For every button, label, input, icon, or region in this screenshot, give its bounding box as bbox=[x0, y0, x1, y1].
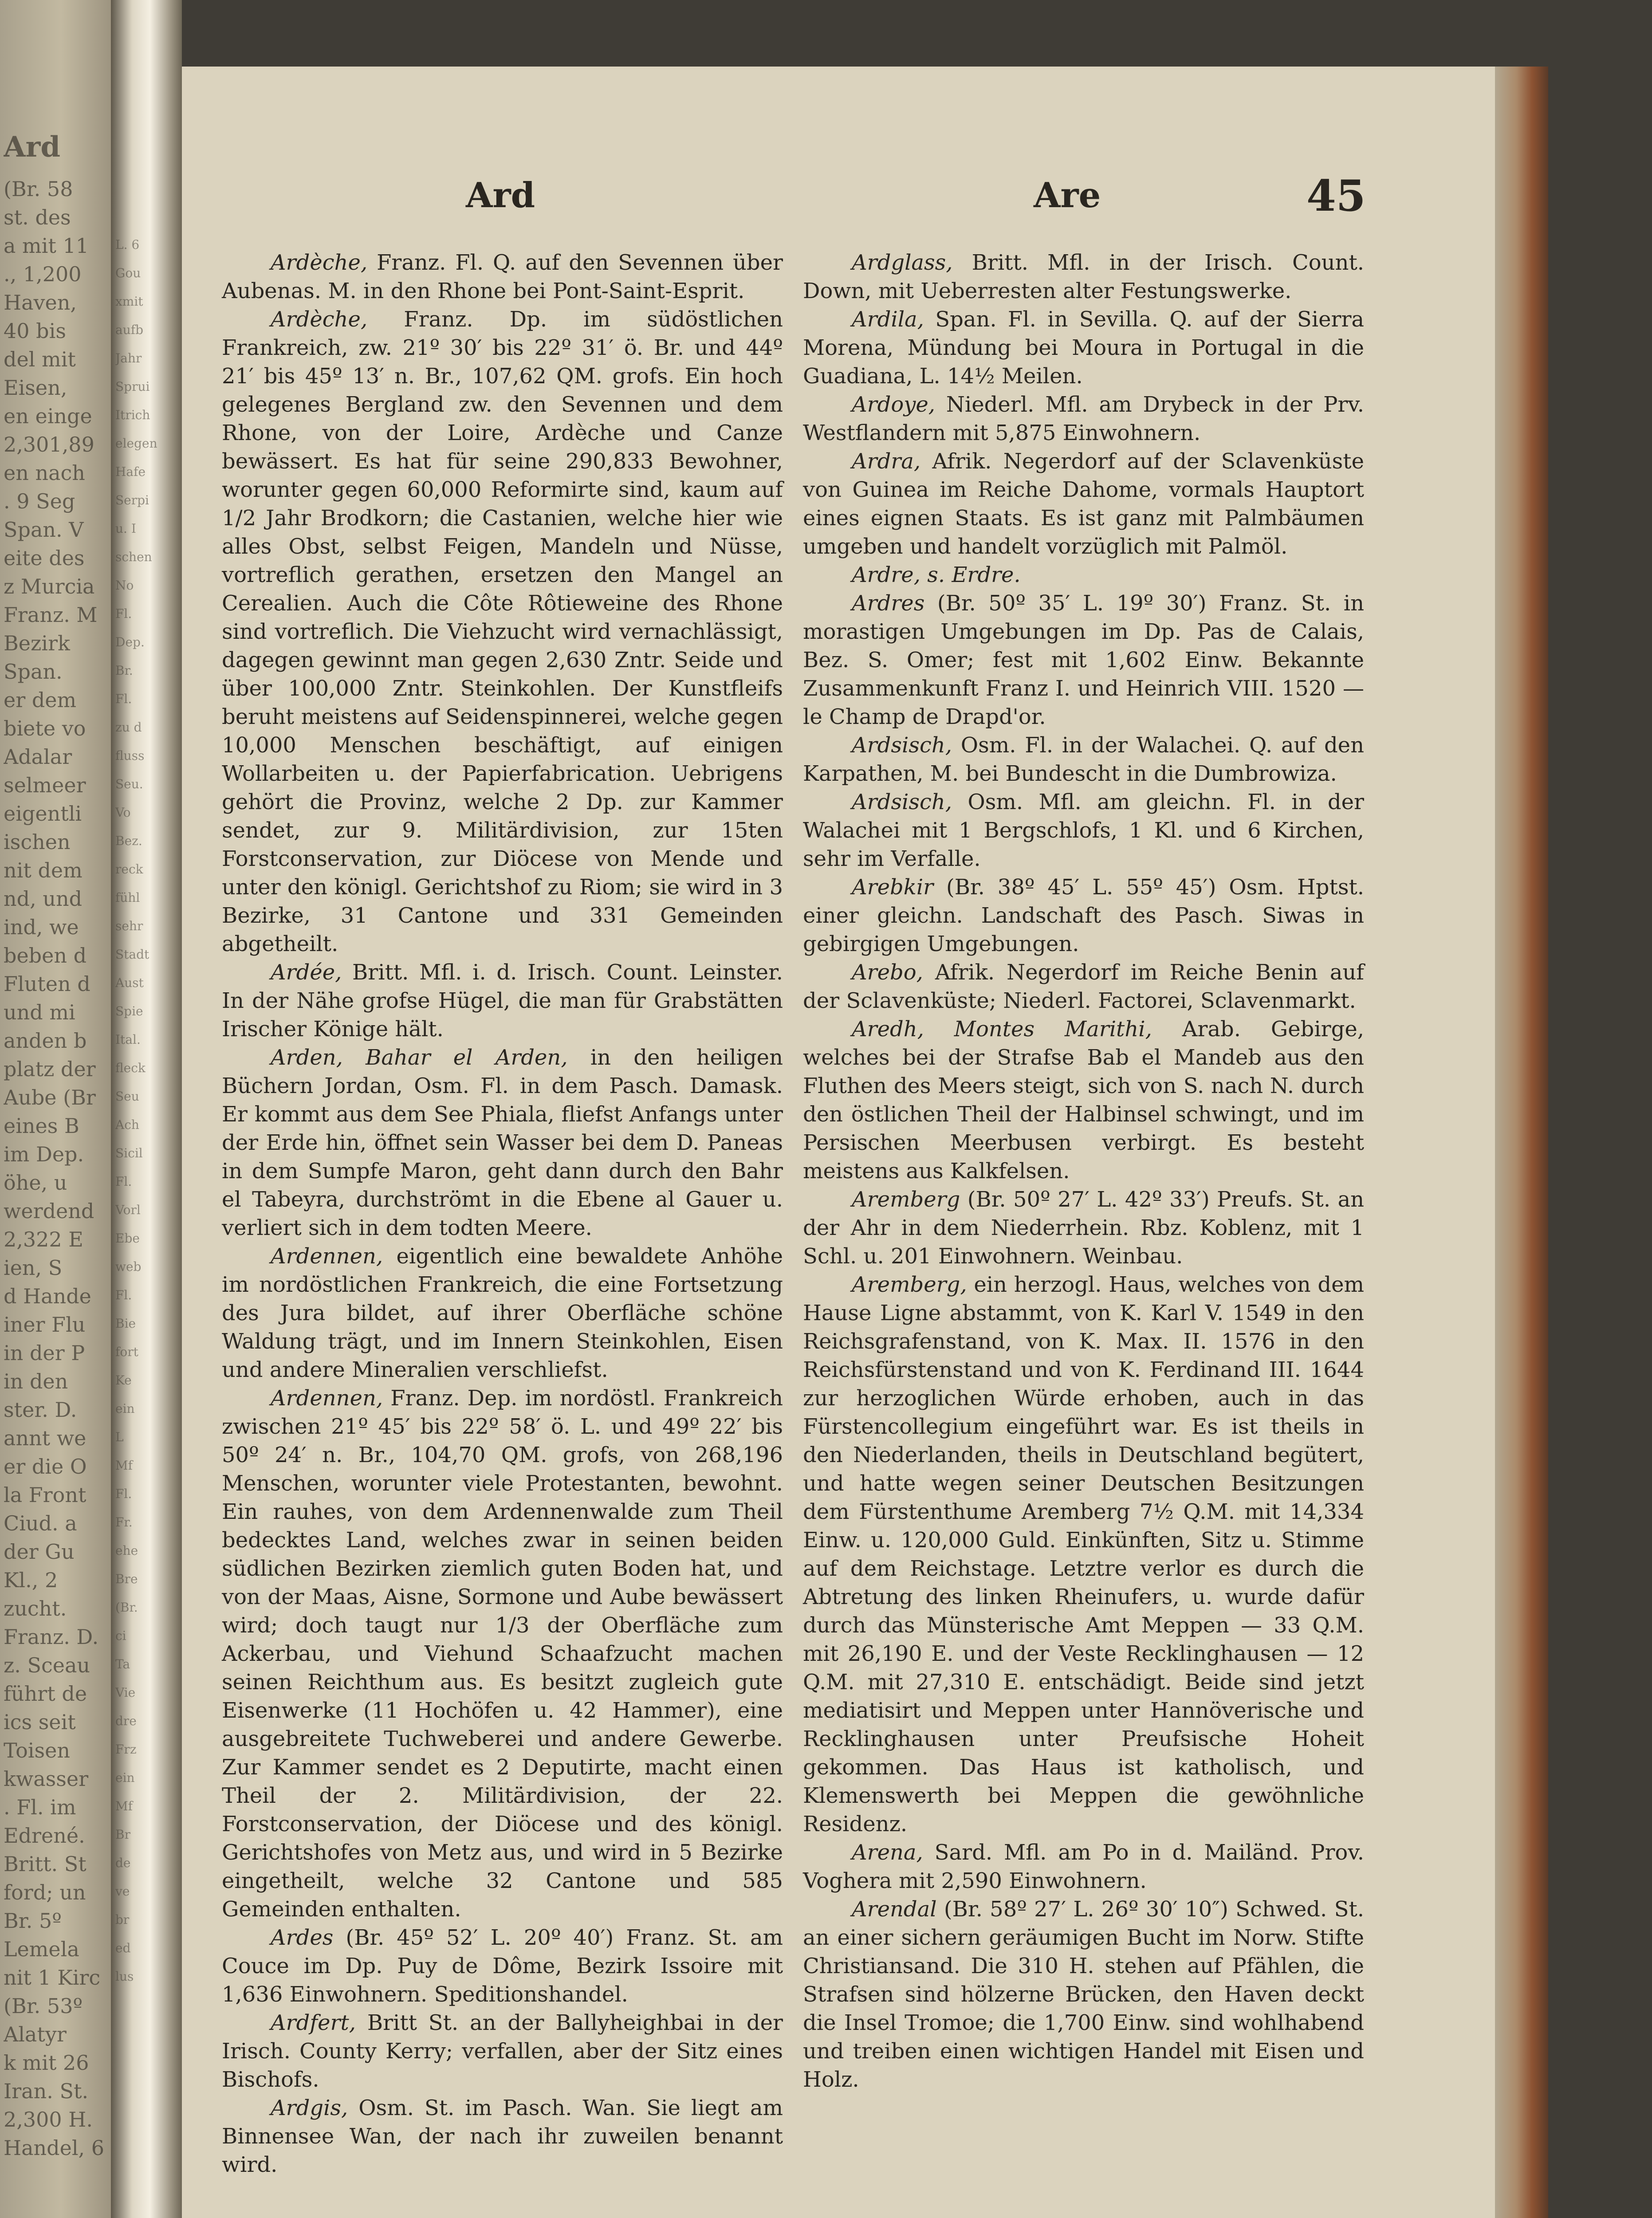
gutter-line: Bez. bbox=[115, 834, 142, 848]
left-page-line: führt de bbox=[4, 1682, 87, 1706]
left-page-line: Haven, bbox=[4, 291, 77, 315]
gutter-line: Fr. bbox=[115, 1515, 133, 1530]
entry-headword: Aremberg bbox=[852, 1187, 960, 1212]
entry-headword: Arebkir bbox=[852, 875, 934, 900]
gutter-line: ehe bbox=[115, 1543, 138, 1558]
dictionary-entry bbox=[222, 1043, 783, 1242]
dictionary-entry bbox=[222, 1923, 783, 2009]
left-page-line: Span. V bbox=[4, 518, 84, 542]
left-page-line: d Hande bbox=[4, 1284, 91, 1308]
text-column-left bbox=[222, 248, 783, 2179]
left-page-line: st. des bbox=[4, 205, 71, 229]
left-page-line: z Murcia bbox=[4, 574, 95, 598]
dictionary-entry bbox=[803, 305, 1364, 390]
entry-text: Osm. Mfl. am gleichn. Fl. in der Walachei mit 1 Bergschlofs, 1 Kl. und 6 Kirchen, sehr im Verfalle. bbox=[803, 790, 1364, 871]
left-page-line: in der P bbox=[4, 1341, 85, 1365]
entry-headword: Ardsisch, bbox=[852, 790, 952, 814]
gutter-line: fühl bbox=[115, 890, 140, 905]
gutter-line: Br bbox=[115, 1827, 130, 1842]
entry-headword: Ardsisch, bbox=[852, 733, 952, 758]
left-page-line: öhe, u bbox=[4, 1171, 67, 1195]
dictionary-entry bbox=[222, 1242, 783, 1384]
left-page-line: er die O bbox=[4, 1455, 87, 1479]
left-page-line: Fluten d bbox=[4, 972, 90, 996]
gutter-line: Spie bbox=[115, 1004, 143, 1019]
entry-headword: Ardres bbox=[852, 591, 925, 616]
dictionary-entry bbox=[222, 305, 783, 958]
left-page-line: Aube (Br bbox=[4, 1085, 96, 1109]
dictionary-entry bbox=[803, 1270, 1364, 1838]
gutter-line: Vorl bbox=[115, 1203, 141, 1217]
gutter-line: Ach bbox=[115, 1117, 139, 1132]
right-running-head: Are bbox=[1034, 175, 1101, 216]
left-page-line: Franz. M bbox=[4, 603, 98, 627]
entry-text: Afrik. Negerdorf im Reiche Benin auf der Sclavenküste; Niederl. Factorei, Sclavenmarkt. bbox=[803, 960, 1364, 1013]
gutter-line: Fl. bbox=[115, 1288, 132, 1302]
left-page-line: en nach bbox=[4, 461, 85, 485]
gutter-line: web bbox=[115, 1259, 142, 1274]
left-page-line: 2,322 E bbox=[4, 1227, 83, 1251]
left-page-line: Lemela bbox=[4, 1937, 79, 1961]
left-page-line: eigentli bbox=[4, 802, 82, 826]
entry-headword: Arden, Bahar el Arden, bbox=[271, 1045, 568, 1070]
entry-text: in den heiligen Büchern Jordan, Osm. Fl. in dem Pasch. Damask. Er kommt aus dem See Phiala, fliefst Anfangs unter der Erde hin, öffnet sein Wasser bei dem D. Paneas in dem Sumpfe Maron, geht dann durch den Bahr el Tabeyra, durchströmt in die Ebene al Gauer u. verliert sich in dem todten Meere. bbox=[222, 1045, 783, 1240]
entry-text: Britt. Mfl. i. d. Irisch. Count. Leinster. In der Nähe grofse Hügel, die man für Grabstätten Irischer Könige hält. bbox=[222, 960, 783, 1042]
gutter-line: Ebe bbox=[115, 1231, 140, 1246]
gutter-line: Vie bbox=[115, 1685, 136, 1700]
left-page-line: 2,300 H. bbox=[4, 2108, 93, 2131]
left-page-line: Bezirk bbox=[4, 631, 70, 655]
gutter-line: Gou bbox=[115, 266, 141, 280]
entry-text: (Br. 50º 27′ L. 42º 33′) Preufs. St. an der Ahr in dem Niederrhein. Rbz. Koblenz, mit 1 Schl. u. 201 Einwohnern. Weinbau. bbox=[803, 1187, 1364, 1269]
dictionary-entry bbox=[803, 447, 1364, 561]
left-page-line: 40 bis bbox=[4, 319, 66, 343]
left-page-line: anden b bbox=[4, 1029, 87, 1053]
left-page-line: zucht. bbox=[4, 1597, 67, 1620]
gutter-line: Bre bbox=[115, 1572, 138, 1586]
entry-text: (Br. 50º 35′ L. 19º 30′) Franz. St. in morastigen Umgebungen im Dp. Pas de Calais, Bez. S. Omer; fest mit 1,602 Einw. Bekannte Zusammenkunft Franz I. und Heinrich VIII. 1520 — le Champ de Drapd'or. bbox=[803, 591, 1364, 729]
entry-headword: Ardila, bbox=[852, 307, 924, 332]
entry-text: Britt St. an der Ballyheighbai in der Irisch. County Kerry; verfallen, aber der Sitz eines Bischofs. bbox=[222, 2010, 783, 2092]
entry-text: Osm. Fl. in der Walachei. Q. auf den Karpathen, M. bei Bundescht in die Dumbrowiza. bbox=[803, 733, 1364, 786]
gutter-line: Mf bbox=[115, 1799, 133, 1813]
gutter-line: Frz bbox=[115, 1742, 137, 1757]
left-page-line: er dem bbox=[4, 688, 77, 712]
left-page-line: Handel, 6 bbox=[4, 2136, 105, 2160]
page-number: 45 bbox=[1306, 171, 1366, 221]
left-page-heading: Ard bbox=[4, 130, 61, 164]
dictionary-entry bbox=[803, 1895, 1364, 2094]
entry-text: (Br. 58º 27′ L. 26º 30′ 10″) Schwed. St. an einer sichern geräumigen Bucht im Norw. Stifte Christiansand. Die 310 H. stehen auf Pfählen, die Strafsen sind hölzerne Brücken, den Haven deckt die Insel Tromoe; die 1,700 Einw. sind wohlhabend und treiben einen wichtigen Handel mit Eisen und Holz. bbox=[803, 1897, 1364, 2092]
entry-text: eigentlich eine bewaldete Anhöhe im nordöstlichen Frankreich, die eine Fortsetzung des Jura bildet, auf ihrer Oberfläche schöne Waldung trägt, und im Innern Steinkohlen, Eisen und andere Mineralien verschliefst. bbox=[222, 1244, 783, 1382]
page-edge bbox=[1495, 67, 1548, 2218]
left-page-lines bbox=[4, 175, 106, 2162]
left-page-line: Kl., 2 bbox=[4, 1568, 58, 1592]
gutter-line: reck bbox=[115, 862, 143, 877]
left-page-line: 2,301,89 bbox=[4, 433, 94, 456]
left-page-line: a mit 11 bbox=[4, 234, 89, 258]
gutter-line: Aust bbox=[115, 975, 144, 990]
left-page-line: werdend bbox=[4, 1199, 94, 1223]
running-header bbox=[182, 171, 1495, 224]
left-page-line: Edrené. bbox=[4, 1824, 85, 1848]
left-page-line: ford; un bbox=[4, 1880, 86, 1904]
gutter-text bbox=[115, 231, 173, 2138]
dictionary-entry bbox=[803, 1185, 1364, 1270]
entry-headword: Ardèche, bbox=[271, 307, 368, 332]
gutter-line: Fl. bbox=[115, 692, 132, 706]
left-page-line: k mit 26 bbox=[4, 2051, 89, 2075]
left-page-line: en einge bbox=[4, 404, 92, 428]
left-page-line: Span. bbox=[4, 660, 63, 684]
gutter-line: Itrich bbox=[115, 408, 150, 422]
left-page-line: biete vo bbox=[4, 716, 86, 740]
left-page-line: Toisen bbox=[4, 1738, 70, 1762]
dictionary-entry bbox=[222, 2009, 783, 2094]
gutter-line: Fl. bbox=[115, 1487, 132, 1501]
left-page-line: la Front bbox=[4, 1483, 87, 1507]
dictionary-entry bbox=[803, 873, 1364, 958]
gutter-line: L. 6 bbox=[115, 237, 140, 252]
gutter-line: ci bbox=[115, 1628, 126, 1643]
gutter-line: Fl. bbox=[115, 606, 132, 621]
gutter-line: xmit bbox=[115, 294, 143, 309]
entry-headword: Ardennen, bbox=[271, 1244, 383, 1269]
gutter-line: Serpi bbox=[115, 493, 149, 507]
gutter-line: de bbox=[115, 1856, 131, 1870]
gutter-line: Sicil bbox=[115, 1146, 143, 1160]
gutter-line: schen bbox=[115, 550, 152, 564]
gutter-line: (Br. bbox=[115, 1600, 138, 1615]
text-column-right bbox=[803, 248, 1364, 2094]
dictionary-entry bbox=[222, 1384, 783, 1923]
entry-text: (Br. 38º 45′ L. 55º 45′) Osm. Hptst. einer gleichn. Landschaft des Pasch. Siwas in gebirgigen Umgebungen. bbox=[803, 875, 1364, 956]
entry-text: Britt. Mfl. in der Irisch. Count. Down, mit Ueberresten alter Festungswerke. bbox=[803, 250, 1364, 303]
left-running-head: Ard bbox=[466, 175, 535, 216]
gutter-line: ed bbox=[115, 1941, 131, 1955]
left-page-line: selmeer bbox=[4, 773, 86, 797]
left-page-line: ischen bbox=[4, 830, 71, 854]
dictionary-entry bbox=[222, 248, 783, 305]
left-page-line: Br. 5º bbox=[4, 1909, 62, 1933]
left-page-line: ., 1,200 bbox=[4, 262, 82, 286]
entry-headword: Ardée, bbox=[271, 960, 342, 985]
left-page-line: nd, und bbox=[4, 887, 83, 911]
entry-headword: Arebo, bbox=[852, 960, 923, 985]
dictionary-entry bbox=[222, 2094, 783, 2179]
gutter-line: fleck bbox=[115, 1061, 146, 1075]
left-page-line: Iran. St. bbox=[4, 2079, 89, 2103]
left-page-line: . Fl. im bbox=[4, 1795, 76, 1819]
left-page-line: Eisen, bbox=[4, 376, 67, 400]
dictionary-entry bbox=[803, 1838, 1364, 1895]
gutter-line: Fl. bbox=[115, 1174, 132, 1189]
entry-text: Span. Fl. in Sevilla. Q. auf der Sierra Morena, Mündung bei Moura in Portugal in die Guadiana, L. 14½ Meilen. bbox=[803, 307, 1364, 389]
entry-text: Sard. Mfl. am Po in d. Mailänd. Prov. Voghera mit 2,590 Einwohnern. bbox=[803, 1840, 1364, 1893]
gutter-line: No bbox=[115, 578, 134, 593]
entry-text: Franz. Dep. im nordöstl. Frankreich zwischen 21º 45′ bis 22º 58′ ö. L. und 49º 22′ bis 50º 24′ n. Br., 104,70 QM. grofs, von 268,196 Menschen, worunter viele Protestanten, bewohnt. Ein rauhes, von dem Ardennenwalde zum Theil bedecktes Land, welches zwar in seinen beiden südlichen Bezirken ziemlich guten Boden hat, und von der Maas, Aisne, Sormone und Aube bewässert wird; doch taugt nur 1/3 der Oberfläche zum Ackerbau, und Viehund Schaafzucht machen seinen Reichthum aus. Es besitzt zugleich gute Eisenwerke (11 Hochöfen u. 42 Hammer), eine ausgebreitete Tuchweberei und andere Gewerbe. Zur Kammer sendet es 2 Deputirte, macht einen Theil der 2. Militärdivision, der 22. Forstconservation, der Diöcese und des königl. Gerichtshofes von Metz aus, und wird in 5 Bezirke eingetheilt, welche 32 Cantone und 585 Gemeinden enthalten. bbox=[222, 1386, 783, 1922]
left-page-line: nit dem bbox=[4, 858, 83, 882]
gutter-line: Seu bbox=[115, 1089, 139, 1104]
entry-text: ein herzogl. Haus, welches von dem Hause Ligne abstammt, von K. Karl V. 1549 in den Reichsgrafenstand, von K. Max. II. 1576 in den Reichsfürstenstand und von K. Ferdinand III. 1644 zur herzoglichen Würde erhoben, auch in das Fürstencollegium eingeführt war. Es ist theils in den Niederlanden, theils in Deutschland begütert, und hatte wegen seiner Deutschen Besitzungen dem Fürstenthume Aremberg 7½ Q.M. mit 14,334 Einw. u. 120,000 Guld. Einkünften, Sitz u. Stimme auf dem Reichstage. Letztre verlor es durch die Abtretung des linken Rheinufers, u. wurde dafür durch das Münsterische Amt Meppen — 33 Q.M. mit 26,190 E. und der Veste Recklinghausen — 12 Q.M. mit 27,310 E. entschädigt. Beide sind jetzt mediatisirt und Meppen unter Hannöverische und Recklinghausen unter Preufsische Hoheit gekommen. Das Haus ist katholisch, und Klemenswerth bei Meppen die gewöhnliche Residenz. bbox=[803, 1272, 1364, 1837]
left-page-line: ien, S bbox=[4, 1256, 63, 1280]
entry-text: (Br. 45º 52′ L. 20º 40′) Franz. St. am Couce im Dp. Puy de Dôme, Bezirk Issoire mit 1,636 Einwohnern. Speditionshandel. bbox=[222, 1925, 783, 2007]
left-page-line: ics seit bbox=[4, 1710, 76, 1734]
left-page-line: Franz. D. bbox=[4, 1625, 99, 1649]
gutter-line: br bbox=[115, 1912, 130, 1927]
left-page-line: beben d bbox=[4, 944, 87, 967]
gutter-line: u. I bbox=[115, 521, 136, 536]
gutter-line: fluss bbox=[115, 748, 145, 763]
left-page-line: kwasser bbox=[4, 1767, 89, 1791]
gutter-line: elegen bbox=[115, 436, 157, 451]
left-page-text bbox=[4, 0, 106, 2162]
gutter-line: Ital. bbox=[115, 1032, 141, 1047]
gutter-line: Ta bbox=[115, 1657, 130, 1671]
gutter-line: Vo bbox=[115, 805, 131, 820]
left-page-line: ster. D. bbox=[4, 1398, 77, 1422]
dictionary-entry bbox=[803, 1015, 1364, 1185]
left-page-line: (Br. 53º bbox=[4, 1994, 83, 2018]
entry-headword: Arena, bbox=[852, 1840, 923, 1865]
entry-text: Niederl. Mfl. am Drybeck in der Prv. Westflandern mit 5,875 Einwohnern. bbox=[803, 392, 1364, 445]
entry-text: Arab. Gebirge, welches bei der Strafse Bab el Mandeb aus den Fluthen des Meers steigt, sich von S. nach N. durch den östlichen Theil der Halbinsel schwingt, und im Persischen Meerbusen verbirgt. Es besteht meistens aus Kalkfelsen. bbox=[803, 1017, 1365, 1184]
gutter-line: Mf bbox=[115, 1458, 133, 1473]
entry-text: Franz. Dp. im südöstlichen Frankreich, zw. 21º 30′ bis 22º 31′ ö. Br. und 44º 21′ bis 45º 13′ n. Br., 107,62 QM. grofs. Ein hoch gelegenes Bergland zw. den Sevennen und dem Rhone, von der Loire, Ardèche und Canze bewässert. Es hat für seine 290,833 Bewohner, worunter gegen 60,000 Reformirte sind, kaum auf 1/2 Jahr Brodkorn; die Castanien, welche hier wie alles Obst, selbst Feigen, Mandeln und Nüsse, vortreflich gerathen, ersetzen den Mangel an Cerealien. Auch die Côte Rôtieweine des Rhone sind vortreflich. Die Viehzucht wird vernachlässigt, dagegen gewinnt man gegen 2,630 Zntr. Seide und über 100,000 Zntr. Steinkohlen. Der Kunstfleifs beruht meistens auf Seidenspinnerei, welche gegen 10,000 Menschen beschäftigt, auf einigen Wollarbeiten u. der Papierfabrication. Uebrigens gehört die Provinz, welche 2 Dp. zur Kammer sendet, zur 9. Militärdivision, zur 15ten Forstconservation, zur Diöcese von Mende und unter den königl. Gerichtshof zu Riom; sie wird in 3 Bezirke, 31 Cantone und 331 Gemeinden abgetheilt. bbox=[222, 307, 783, 956]
left-page-line: und mi bbox=[4, 1000, 75, 1024]
left-page-line: del mit bbox=[4, 347, 76, 371]
entry-headword: Ardgis, bbox=[271, 2096, 348, 2120]
left-page-line: (Br. 58 bbox=[4, 177, 73, 201]
entry-headword: Ardennen, bbox=[271, 1386, 383, 1411]
gutter-line: Hafe bbox=[115, 464, 146, 479]
entry-headword: Arendal bbox=[852, 1897, 937, 1922]
entry-text: Afrik. Negerdorf auf der Sclavenküste von Guinea im Reiche Dahome, vormals Hauptort eines eignen Staats. Es ist ganz mit Palmbäumen umgeben und handelt vorzüglich mit Palmöl. bbox=[803, 449, 1364, 559]
entry-headword: Ardfert, bbox=[271, 2010, 356, 2035]
entry-headword: Ardèche, bbox=[271, 250, 368, 275]
gutter-line: ve bbox=[115, 1884, 130, 1899]
gutter-line: Dep. bbox=[115, 635, 145, 649]
gutter-line: ein bbox=[115, 1770, 135, 1785]
entry-headword: Aredh, Montes Marithi, bbox=[852, 1017, 1152, 1042]
left-page-line: . 9 Seg bbox=[4, 489, 75, 513]
gutter-line: dre bbox=[115, 1714, 137, 1728]
left-page-line: platz der bbox=[4, 1057, 96, 1081]
dictionary-entry bbox=[222, 958, 783, 1043]
entry-headword: Ardre, s. Erdre. bbox=[852, 562, 1021, 587]
gutter-line: Ke bbox=[115, 1373, 132, 1388]
left-page-line: ind, we bbox=[4, 915, 79, 939]
left-page-line: Britt. St bbox=[4, 1852, 87, 1876]
left-page-line: annt we bbox=[4, 1426, 87, 1450]
left-page-line: eite des bbox=[4, 546, 85, 570]
left-page-line: im Dep. bbox=[4, 1142, 84, 1166]
gutter-line: Bie bbox=[115, 1316, 136, 1331]
gutter-line: Br. bbox=[115, 663, 133, 678]
gutter-line: aufb bbox=[115, 322, 144, 337]
dictionary-entry bbox=[803, 248, 1364, 305]
entry-text: Franz. Fl. Q. auf den Sevennen über Aubenas. M. in den Rhone bei Pont-Saint-Esprit. bbox=[222, 250, 783, 303]
dictionary-entry bbox=[803, 731, 1364, 788]
gutter-line: L bbox=[115, 1430, 124, 1444]
entry-text: Osm. St. im Pasch. Wan. Sie liegt am Binnensee Wan, der nach ihr zuweilen benannt wird. bbox=[222, 2096, 783, 2177]
left-page bbox=[0, 0, 111, 2218]
gutter-line: Sprui bbox=[115, 379, 150, 394]
gutter-line: ein bbox=[115, 1401, 135, 1416]
left-page-line: in den bbox=[4, 1369, 68, 1393]
dictionary-entry bbox=[803, 958, 1364, 1015]
left-page-line: Ciud. a bbox=[4, 1511, 77, 1535]
left-page-line: eines B bbox=[4, 1114, 79, 1138]
entry-headword: Ardoye, bbox=[852, 392, 936, 417]
gutter-line: Stadt bbox=[115, 947, 149, 962]
left-page-line: der Gu bbox=[4, 1540, 75, 1564]
dictionary-entry bbox=[803, 788, 1364, 873]
dictionary-entry bbox=[803, 390, 1364, 447]
left-page-line: Alatyr bbox=[4, 2022, 67, 2046]
left-page-line: iner Flu bbox=[4, 1313, 86, 1337]
entry-headword: Ardes bbox=[271, 1925, 334, 1950]
gutter-line: Jahr bbox=[115, 351, 142, 366]
left-page-line: z. Sceau bbox=[4, 1653, 90, 1677]
entry-headword: Ardra, bbox=[852, 449, 921, 474]
left-page-line: nit 1 Kirc bbox=[4, 1966, 101, 1990]
gutter-line: Seu. bbox=[115, 777, 143, 791]
gutter-line: lus bbox=[115, 1969, 134, 1984]
dictionary-entry bbox=[803, 561, 1364, 589]
gutter-line: fort bbox=[115, 1345, 138, 1359]
entry-headword: Ardglass, bbox=[852, 250, 953, 275]
gutter-line: sehr bbox=[115, 919, 143, 933]
gutter-line: zu d bbox=[115, 720, 142, 735]
left-page-line: Adalar bbox=[4, 745, 72, 769]
entry-headword: Aremberg, bbox=[852, 1272, 967, 1297]
dictionary-entry bbox=[803, 589, 1364, 731]
